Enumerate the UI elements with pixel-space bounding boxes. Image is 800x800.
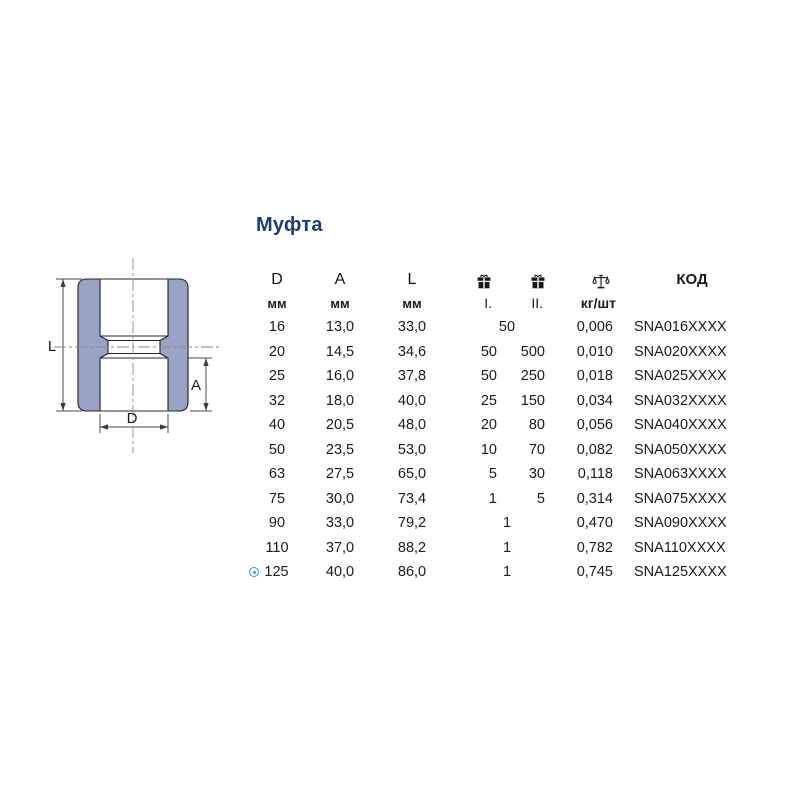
new-product-marker-icon bbox=[249, 567, 259, 577]
cell-pack2: 150 bbox=[520, 392, 545, 409]
cell-weight: 0,010 bbox=[576, 343, 613, 360]
cell-a: 27,5 bbox=[325, 466, 355, 483]
cell-pack2: 250 bbox=[520, 368, 545, 385]
cell-l: 37,8 bbox=[397, 368, 427, 385]
spec-table bbox=[256, 265, 750, 585]
cell-code: SNA032XXXX bbox=[634, 392, 727, 409]
table-row bbox=[256, 389, 750, 414]
cell-a: 18,0 bbox=[325, 392, 355, 409]
cell-a: 16,0 bbox=[325, 368, 355, 385]
table-row bbox=[256, 487, 750, 512]
table-row bbox=[256, 364, 750, 389]
cell-l: 34,6 bbox=[397, 343, 427, 360]
cell-a: 30,0 bbox=[325, 490, 355, 507]
table-row bbox=[256, 413, 750, 438]
dim-label-L: L bbox=[47, 338, 57, 355]
page-title: Муфта bbox=[256, 214, 323, 236]
cell-a: 40,0 bbox=[325, 564, 355, 581]
dim-label-A: A bbox=[190, 377, 202, 394]
cell-pack-merged: 1 bbox=[502, 515, 512, 532]
package-icon bbox=[442, 274, 500, 291]
cell-weight: 0,082 bbox=[576, 441, 613, 458]
unit-l-mm: мм bbox=[402, 295, 422, 311]
cell-l: 79,2 bbox=[397, 515, 427, 532]
cell-weight: 0,782 bbox=[576, 539, 613, 556]
table-row bbox=[256, 340, 750, 365]
cell-weight: 0,470 bbox=[576, 515, 613, 532]
cell-code: SNA075XXXX bbox=[634, 490, 727, 507]
cell-code: SNA063XXXX bbox=[634, 466, 727, 483]
unit-a-mm: мм bbox=[330, 295, 350, 311]
cell-weight: 0,745 bbox=[576, 564, 613, 581]
cell-code: SNA090XXXX bbox=[634, 515, 727, 532]
cell-pack-merged: 1 bbox=[502, 539, 512, 556]
table-header-row bbox=[256, 265, 750, 291]
cell-weight: 0,006 bbox=[576, 319, 613, 336]
col-header-l: L bbox=[407, 271, 417, 288]
unit-weight: кг/шт bbox=[580, 295, 616, 311]
unit-d-mm: мм bbox=[267, 295, 287, 311]
cell-d: 16 bbox=[268, 319, 286, 336]
cell-weight: 0,118 bbox=[577, 466, 613, 483]
cell-code: SNA025XXXX bbox=[634, 368, 727, 385]
table-unit-row bbox=[256, 291, 750, 315]
cell-l: 73,4 bbox=[397, 490, 427, 507]
package-icon bbox=[500, 274, 548, 291]
cell-l: 33,0 bbox=[397, 319, 427, 336]
cell-d: 50 bbox=[268, 441, 286, 458]
table-row bbox=[256, 536, 750, 561]
cell-pack-merged: 1 bbox=[502, 564, 512, 581]
cell-weight: 0,018 bbox=[576, 368, 613, 385]
dim-label-D: D bbox=[126, 410, 138, 427]
cell-pack1: 20 bbox=[480, 417, 497, 434]
cell-l: 65,0 bbox=[397, 466, 427, 483]
table-row bbox=[256, 462, 750, 487]
cell-d-value: 125 bbox=[264, 564, 289, 581]
cell-l: 40,0 bbox=[397, 392, 427, 409]
cell-pack1: 25 bbox=[480, 392, 497, 409]
cell-weight: 0,314 bbox=[576, 490, 613, 507]
cell-code: SNA040XXXX bbox=[634, 417, 727, 434]
cell-a: 13,0 bbox=[325, 319, 355, 336]
cell-d: 25 bbox=[268, 368, 286, 385]
cell-a: 14,5 bbox=[325, 343, 355, 360]
cell-a: 23,5 bbox=[325, 441, 355, 458]
cell-pack2: 5 bbox=[536, 490, 545, 507]
cell-code: SNA020XXXX bbox=[634, 343, 727, 360]
cell-l: 88,2 bbox=[397, 539, 427, 556]
cell-pack-merged: 50 bbox=[498, 319, 516, 336]
cell-code: SNA110XXXX bbox=[634, 539, 726, 556]
col-header-a: A bbox=[334, 271, 346, 288]
cell-l: 48,0 bbox=[397, 417, 427, 434]
cell-weight: 0,056 bbox=[576, 417, 613, 434]
coupling-technical-drawing bbox=[40, 250, 230, 465]
cell-d bbox=[256, 564, 298, 580]
table-row bbox=[256, 511, 750, 536]
cell-pack2: 80 bbox=[528, 417, 545, 434]
cell-a: 37,0 bbox=[325, 539, 355, 556]
cell-weight: 0,034 bbox=[576, 392, 613, 409]
cell-pack1: 1 bbox=[488, 490, 497, 507]
cell-pack2: 500 bbox=[520, 343, 545, 360]
unit-pack1: I. bbox=[484, 295, 492, 311]
cell-pack2: 30 bbox=[528, 466, 545, 483]
cell-pack2: 70 bbox=[528, 441, 545, 458]
scale-icon bbox=[548, 274, 616, 291]
cell-code: SNA016XXXX bbox=[634, 319, 727, 336]
cell-a: 33,0 bbox=[325, 515, 355, 532]
cell-d: 75 bbox=[268, 490, 286, 507]
cell-pack1: 5 bbox=[488, 466, 497, 483]
cell-code: SNA050XXXX bbox=[634, 441, 727, 458]
cell-pack1: 50 bbox=[480, 343, 497, 360]
cell-d: 90 bbox=[268, 515, 286, 532]
cell-a: 20,5 bbox=[325, 417, 355, 434]
table-row bbox=[256, 560, 750, 585]
cell-d: 110 bbox=[265, 539, 289, 556]
table-row bbox=[256, 315, 750, 340]
cell-d: 32 bbox=[268, 392, 286, 409]
unit-pack2: II. bbox=[531, 295, 543, 311]
col-header-d: D bbox=[271, 271, 283, 288]
cell-l: 86,0 bbox=[397, 564, 427, 581]
cell-code: SNA125XXXX bbox=[634, 564, 727, 581]
cell-d: 63 bbox=[268, 466, 286, 483]
cell-pack1: 50 bbox=[480, 368, 497, 385]
cell-d: 40 bbox=[268, 417, 286, 434]
table-row bbox=[256, 438, 750, 463]
cell-pack1: 10 bbox=[480, 441, 497, 458]
cell-l: 53,0 bbox=[397, 441, 427, 458]
cell-d: 20 bbox=[268, 343, 286, 360]
col-header-code: КОД bbox=[676, 271, 708, 288]
